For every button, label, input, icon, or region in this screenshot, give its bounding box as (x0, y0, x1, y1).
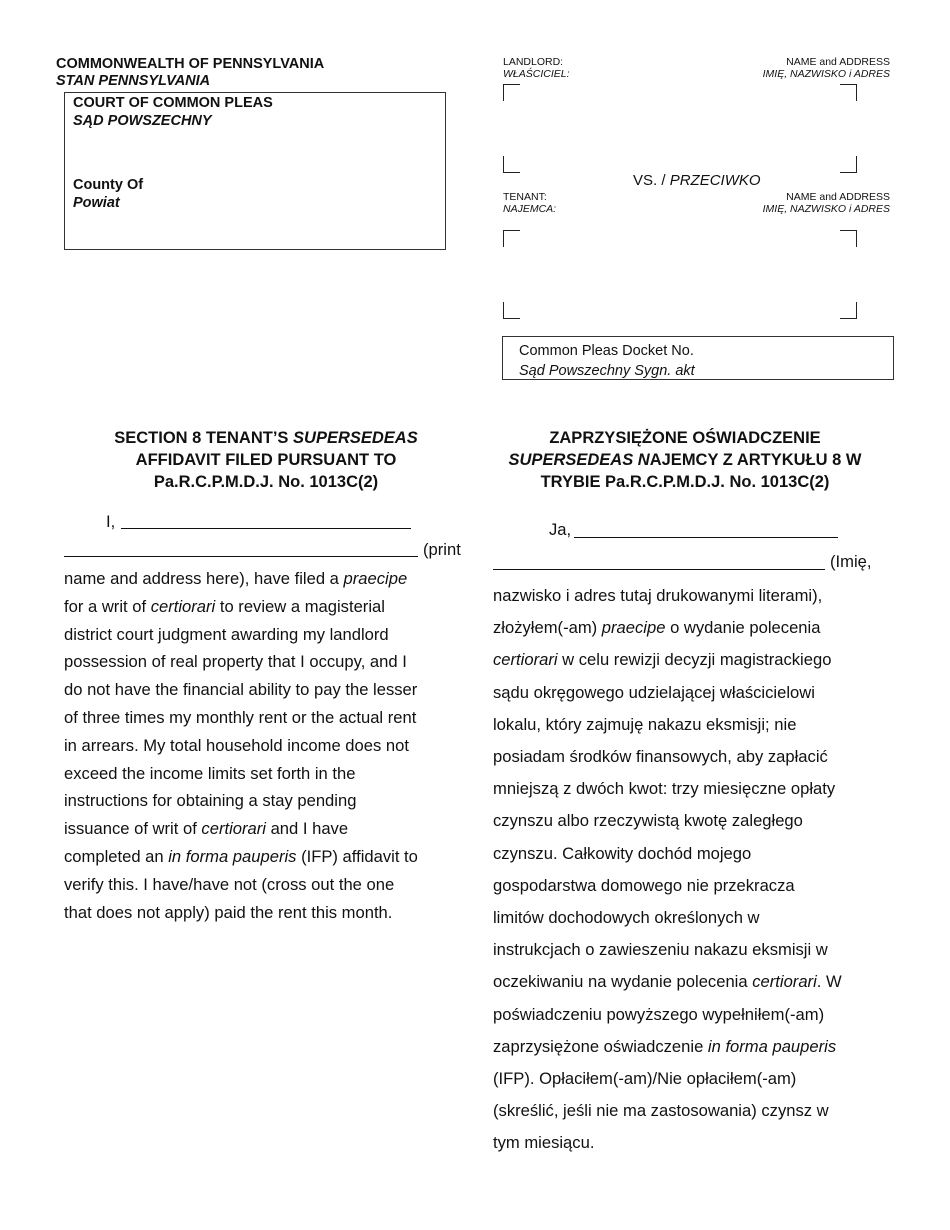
landlord-name-address-field[interactable] (520, 100, 838, 155)
landlord-field-corner-bl (503, 156, 520, 173)
body-en-line: exceed the income limits set forth in the (64, 763, 356, 783)
title-pl-line2: AJEMCY Z ARTYKUŁU 8 W (649, 451, 862, 469)
body-pl-line: sądu okręgowego udzielającej właścicielowi (493, 682, 815, 702)
body-pl-line: lokalu, który zajmuję nakazu eksmisji; nie (493, 714, 797, 734)
title-pl-supersedeas: SUPERSEDEAS N (508, 451, 650, 469)
affiant-address-line-en[interactable] (64, 556, 418, 557)
landlord-label-pl: WŁAŚCICIEL: (503, 68, 570, 80)
title-en-line1: SECTION 8 TENANT’S (114, 429, 294, 447)
landlord-label-en: LANDLORD: (503, 56, 564, 68)
title-en-line3: Pa.R.C.P.M.D.J. No. 1013C(2) (153, 473, 379, 491)
affidavit-body-en (64, 565, 468, 926)
docket-box[interactable] (502, 336, 894, 380)
state-heading (56, 56, 324, 90)
state-name-en: COMMONWEALTH OF PENNSYLVANIA (56, 56, 325, 72)
body-pl-line: poświadczeniu powyższego wypełniłem(-am) (493, 1004, 825, 1024)
affiant-name-line-pl[interactable] (574, 537, 838, 538)
tenant-field-corner-br (840, 302, 857, 319)
print-hint-en: (print (423, 540, 461, 559)
versus-label (633, 172, 761, 189)
name-address-en: NAME and ADDRESS (786, 191, 890, 203)
tenant-field-corner-bl (503, 302, 520, 319)
body-en-line: in arrears. My total household income does not (64, 735, 409, 755)
title-en-line2: AFFIDAVIT FILED PURSUANT TO (135, 451, 397, 469)
landlord-name-address-label (763, 56, 890, 80)
tenant-label (503, 191, 556, 215)
body-pl-line: zaprzysiężone oświadczenie in forma pauperis (493, 1036, 837, 1056)
tenant-name-address-field[interactable] (520, 246, 838, 301)
court-box (64, 92, 446, 250)
body-en-line: do not have the financial ability to pay the lesser (64, 680, 418, 700)
body-en-line: completed an in forma pauperis (IFP) affidavit to (64, 846, 418, 866)
tenant-label-en: TENANT: (503, 191, 547, 203)
name-address-pl: IMIĘ, NAZWISKO i ADRES (762, 203, 890, 215)
tenant-field-corner-tl (503, 230, 520, 247)
versus-en: VS. / (633, 172, 670, 189)
affiant-address-line-pl[interactable] (493, 569, 825, 570)
affidavit-title-en (64, 427, 468, 493)
body-pl-line: (IFP). Opłaciłem(-am)/Nie opłaciłem(-am) (493, 1069, 797, 1089)
body-pl-line: oczekiwaniu na wydanie polecenia certiorari. W (493, 972, 842, 992)
body-pl-line: mniejszą z dwóch kwot: trzy miesięczne opłaty (493, 779, 836, 799)
name-address-en: NAME and ADDRESS (786, 56, 890, 68)
body-en-line: name and address here), have filed a praecipe (64, 569, 408, 588)
body-en-line: for a writ of certiorari to review a magisterial (64, 596, 385, 616)
tenant-name-address-label (763, 191, 890, 215)
body-en-line: verify this. I have/have not (cross out the one (64, 874, 395, 894)
title-pl-line1: ZAPRZYSIĘŻONE OŚWIADCZENIE (549, 429, 821, 447)
body-pl-line: czynszu. Całkowity dochód mojego (493, 843, 752, 863)
docket-label-en: Common Pleas Docket No. (519, 343, 694, 359)
body-pl-line: instrukcjach o zawieszeniu nakazu eksmisji w (493, 940, 828, 960)
body-pl-line: (skreślić, jeśli nie ma zastosowania) czynsz w (493, 1101, 829, 1121)
body-en-line: district court judgment awarding my landlord (64, 624, 389, 644)
landlord-label (503, 56, 570, 80)
versus-pl: PRZECIWKO (669, 172, 761, 189)
name-address-pl: IMIĘ, NAZWISKO i ADRES (762, 68, 890, 80)
court-name-pl: SĄD POWSZECHNY (73, 113, 212, 129)
body-en-line: possession of real property that I occupy, and I (64, 652, 407, 672)
body-pl-line: posiadam środków finansowych, aby zapłacić (493, 747, 828, 767)
title-pl-line3: TRYBIE Pa.R.C.P.M.D.J. No. 1013C(2) (540, 473, 830, 491)
body-pl-line: certiorari w celu rewizji decyzji magistrackiego (493, 650, 832, 670)
landlord-field-corner-tl (503, 84, 520, 101)
body-pl-line: tym miesiącu. (493, 1133, 595, 1153)
print-hint-pl: (Imię, (830, 552, 872, 571)
body-en-line: of three times my monthly rent or the actual rent (64, 707, 417, 727)
body-pl-line: nazwisko i adres tutaj drukowanymi literami), (493, 586, 823, 605)
body-en-line: issuance of writ of certiorari and I have (64, 819, 349, 839)
state-name-pl: STAN PENNSYLVANIA (56, 73, 211, 89)
landlord-field-corner-tr (840, 84, 857, 101)
affiant-intro-en: I, (106, 512, 116, 531)
body-pl-line: gospodarstwa domowego nie przekracza (493, 875, 795, 895)
affidavit-title-pl (478, 427, 892, 493)
docket-label-pl: Sąd Powszechny Sygn. akt (519, 363, 695, 379)
county-label-pl: Powiat (73, 195, 120, 211)
affiant-intro-pl: Ja, (549, 520, 572, 539)
body-en-line: instructions for obtaining a stay pending (64, 791, 357, 811)
body-pl-line: złożyłem(-am) praecipe o wydanie polecenia (493, 618, 821, 638)
affiant-name-line-en[interactable] (121, 528, 411, 529)
county-label-en: County Of (73, 177, 144, 193)
title-en-supersedeas: SUPERSEDEAS (293, 429, 418, 447)
landlord-field-corner-br (840, 156, 857, 173)
tenant-label-pl: NAJEMCA: (503, 203, 557, 215)
body-pl-line: czynszu albo rzeczywistą kwotę zaległego (493, 811, 803, 831)
court-name-en: COURT OF COMMON PLEAS (73, 95, 273, 111)
tenant-field-corner-tr (840, 230, 857, 247)
body-pl-line: limitów dochodowych określonych w (493, 908, 760, 928)
affidavit-body-pl (493, 580, 893, 1160)
body-en-line: that does not apply) paid the rent this month. (64, 902, 393, 922)
